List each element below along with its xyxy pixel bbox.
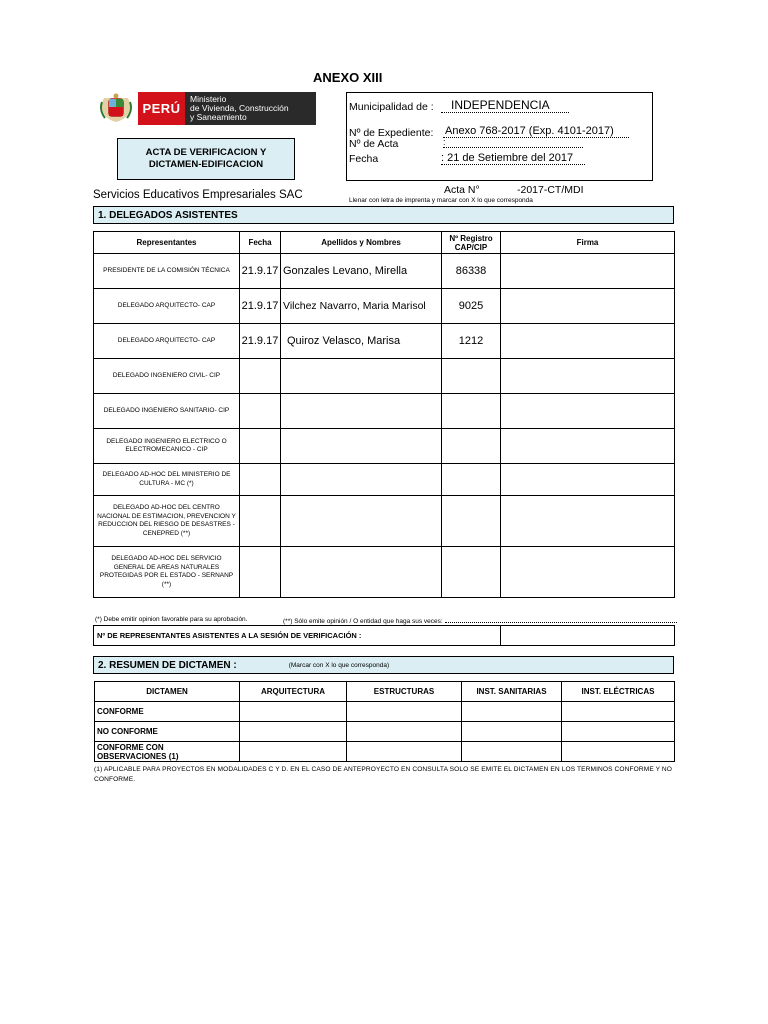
dictamen-label (95, 742, 240, 762)
municipalidad-value[interactable]: INDEPENDENCIA (441, 98, 569, 113)
table-row (94, 394, 675, 429)
table-row (95, 702, 675, 722)
checkbox-cell[interactable] (347, 702, 462, 722)
checkbox-cell[interactable] (462, 722, 562, 742)
table-row (94, 496, 675, 547)
peru-label: PERÚ (138, 92, 185, 125)
table-row (95, 722, 675, 742)
header-info-box (346, 92, 653, 181)
section2-header (93, 656, 674, 674)
date-cell[interactable] (240, 394, 281, 429)
checkbox-cell[interactable] (240, 742, 347, 762)
date-cell[interactable] (240, 496, 281, 547)
date-cell[interactable] (240, 359, 281, 394)
fecha-label: Fecha (349, 153, 379, 165)
entity-fill-line[interactable] (445, 616, 677, 623)
fill-instructions: Llenar con letra de imprenta y marcar con X lo que corresponda (349, 197, 533, 204)
attendees-count-table (93, 625, 675, 646)
table-row (94, 359, 675, 394)
section2-title: 2. RESUMEN DE DICTAMEN : (98, 659, 237, 671)
date-cell[interactable]: 21.9.17 (240, 254, 281, 289)
table-row (94, 289, 675, 324)
checkbox-cell[interactable] (562, 702, 675, 722)
date-cell[interactable]: 21.9.17 (240, 289, 281, 324)
registry-cell[interactable]: 86338 (442, 254, 501, 289)
dictamen-label: CONFORME (95, 702, 240, 722)
ministry-line: Ministerio (190, 94, 227, 104)
representative-cell: DELEGADO ARQUITECTO- CAP (94, 324, 240, 359)
section2-hint: (Marcar con X lo que corresponda) (288, 661, 390, 669)
registry-cell[interactable]: 9025 (442, 289, 501, 324)
signature-cell[interactable] (501, 359, 675, 394)
expediente-value[interactable]: Anexo 768-2017 (Exp. 4101-2017) (443, 125, 629, 138)
document-title: ANEXO XIII (313, 70, 383, 85)
footnote-favorable: (*) Debe emitir opinion favorable para su aprobación. (95, 616, 248, 623)
expediente-label: Nº de Expediente: (349, 127, 434, 139)
signature-cell[interactable] (501, 547, 675, 598)
ministry-name (185, 92, 316, 125)
column-header: Nº Registro CAP/CIP (442, 232, 501, 254)
dictamen-label: NO CONFORME (95, 722, 240, 742)
date-cell[interactable] (240, 464, 281, 496)
name-cell[interactable] (281, 547, 442, 598)
coat-of-arms-icon (96, 92, 136, 125)
checkbox-cell[interactable] (462, 702, 562, 722)
dictamen-table (94, 681, 675, 762)
column-header: INST. ELÉCTRICAS (562, 682, 675, 702)
column-header: Fecha (240, 232, 281, 254)
checkbox-cell[interactable] (240, 702, 347, 722)
checkbox-cell[interactable] (562, 742, 675, 762)
checkbox-cell[interactable] (347, 722, 462, 742)
signature-cell[interactable] (501, 254, 675, 289)
representative-cell: DELEGADO ARQUITECTO- CAP (94, 289, 240, 324)
table-header-row (94, 232, 675, 254)
table-row (94, 254, 675, 289)
column-header: Apellidos y Nombres (281, 232, 442, 254)
column-header: ESTRUCTURAS (347, 682, 462, 702)
footnote-entity-text: (**) Sólo emite opinión / O entidad que haga sus veces: (283, 618, 443, 625)
company-name: Servicios Educativos Empresariales SAC (93, 189, 303, 201)
acta-type-box: ACTA DE VERIFICACION Y DICTAMEN-EDIFICACION (117, 138, 295, 180)
representative-cell: DELEGADO INGENIERO ELECTRICO O ELECTROMECANICO - CIP (94, 429, 240, 464)
registry-cell[interactable]: 1212 (442, 324, 501, 359)
representative-cell: DELEGADO AD-HOC DEL SERVICIO GENERAL DE AREAS NATURALES PROTEGIDAS POR EL ESTADO - SERNANP (**) (94, 547, 240, 598)
name-cell[interactable] (281, 359, 442, 394)
column-header: DICTAMEN (95, 682, 240, 702)
table-row (94, 464, 675, 496)
registry-cell[interactable] (442, 359, 501, 394)
representative-cell: DELEGADO AD-HOC DEL MINISTERIO DE CULTURA - MC (*) (94, 464, 240, 496)
signature-cell[interactable] (501, 464, 675, 496)
acta-number-label: Nº de Acta (349, 138, 399, 150)
acta-number-value[interactable]: : (443, 137, 583, 148)
name-cell[interactable] (281, 429, 442, 464)
signature-cell[interactable] (501, 429, 675, 464)
fecha-value[interactable]: : 21 de Setiembre del 2017 (441, 152, 585, 165)
dictamen-label-text: CONFORME CON OBSERVACIONES (1) (97, 742, 179, 761)
column-header: Representantes (94, 232, 240, 254)
registry-cell[interactable] (442, 464, 501, 496)
table-row (95, 742, 675, 762)
checkbox-cell[interactable] (240, 722, 347, 742)
registry-cell[interactable] (442, 547, 501, 598)
acta-no-label: Acta N° (444, 184, 480, 196)
acta-no-value[interactable]: -2017-CT/MDI (517, 184, 584, 196)
registry-cell[interactable] (442, 394, 501, 429)
municipalidad-label: Municipalidad de : (349, 101, 434, 113)
section1-header: 1. DELEGADOS ASISTENTES (93, 206, 674, 224)
name-cell[interactable]: Gonzales Levano, Mirella (281, 254, 442, 289)
footnote-entity (283, 616, 677, 625)
registry-cell[interactable] (442, 429, 501, 464)
ministry-line: y Saneamiento (190, 112, 247, 122)
name-cell[interactable]: Vilchez Navarro, Maria Marisol (281, 289, 442, 324)
column-header: INST. SANITARIAS (462, 682, 562, 702)
signature-cell[interactable] (501, 324, 675, 359)
checkbox-cell[interactable] (462, 742, 562, 762)
ministry-line: de Vivienda, Construcción (190, 103, 289, 113)
checkbox-cell[interactable] (562, 722, 675, 742)
date-cell[interactable]: 21.9.17 (240, 324, 281, 359)
representative-cell: DELEGADO AD-HOC DEL CENTRO NACIONAL DE ESTIMACION, PREVENCION Y REDUCCION DEL RIESGO DE DESASTRES - CENEPRED (**) (94, 496, 240, 547)
table-row (94, 429, 675, 464)
column-header: ARQUITECTURA (240, 682, 347, 702)
dictamen-footnote: (1) APLICABLE PARA PROYECTOS EN MODALIDADES C Y D. EN EL CASO DE ANTEPROYECTO EN CONSULTA SOLO SE EMITE EL DICTAMEN EN LOS TERMINOS CONFORME Y NO CONFORME. (94, 766, 673, 783)
representative-cell: PRESIDENTE DE LA COMISIÓN TÉCNICA (94, 254, 240, 289)
checkbox-cell[interactable] (347, 742, 462, 762)
table-row (94, 547, 675, 598)
signature-cell[interactable] (501, 394, 675, 429)
name-cell[interactable] (281, 496, 442, 547)
signature-cell[interactable] (501, 289, 675, 324)
attendees-count-label: Nº DE REPRESENTANTES ASISTENTES A LA SESIÓN DE VERIFICACIÓN : (94, 626, 501, 646)
table-row (94, 324, 675, 359)
representative-cell: DELEGADO INGENIERO SANITARIO- CIP (94, 394, 240, 429)
column-header: Firma (501, 232, 675, 254)
name-cell[interactable] (281, 464, 442, 496)
date-cell[interactable] (240, 547, 281, 598)
signature-cell[interactable] (501, 496, 675, 547)
representative-cell: DELEGADO INGENIERO CIVIL- CIP (94, 359, 240, 394)
date-cell[interactable] (240, 429, 281, 464)
name-cell[interactable]: Quiroz Velasco, Marisa (281, 324, 442, 359)
attendees-count-input[interactable] (501, 626, 675, 646)
delegates-table (93, 231, 675, 598)
name-cell[interactable] (281, 394, 442, 429)
table-header-row (95, 682, 675, 702)
ministry-logo (96, 92, 316, 125)
registry-cell[interactable] (442, 496, 501, 547)
